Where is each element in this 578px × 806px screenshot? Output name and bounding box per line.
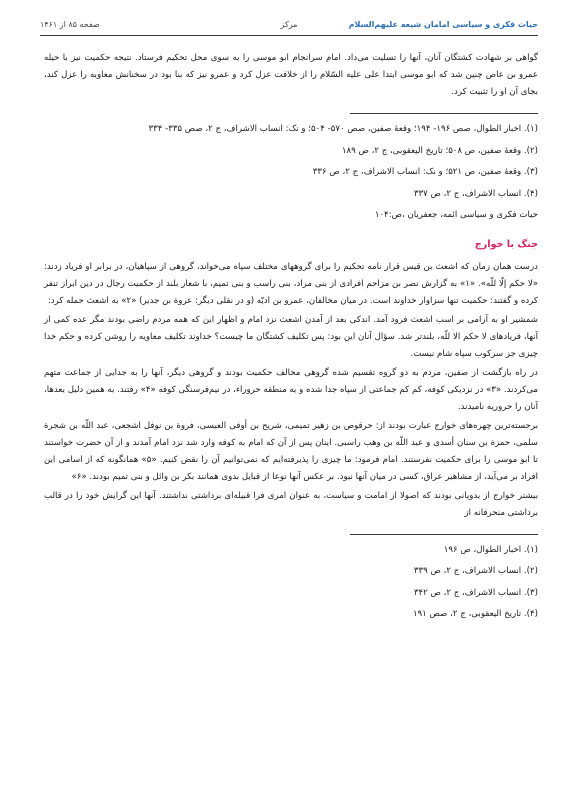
footnote-divider — [350, 534, 538, 535]
paragraph: بیشتر خوارج از بدویانی بودند که اصولا از امامت و سیاست، به عنوان امری فرا قبیله‌ای برداشتی نداشتند. آنها این گرایش خود را در قالب برداشتی منحرفانه از — [44, 490, 538, 518]
section-heading: جنگ با خوارج — [474, 238, 538, 250]
footnote-divider — [350, 113, 538, 114]
paragraph: شمشیر او به آرامی بر اسب اشعث فرود آمد. اندکی بعد از آمدن اشعث نزد امام و اظهار این که همه مردم راضی بودند مگر عده کمی از آنها، فریادهای لا حکم الا للّه، بلندتر شد. سؤال آنان این بود: پس تکلیف کشتگان ما چیست؟ خداوند تکلیف معاویه را روشن کرده و حکم خدا چیزی جز سرکوب سپاه شام نیست. — [44, 314, 538, 359]
footnote: (۱). اخبار الطوال، ص ۱۹۶ — [443, 544, 538, 555]
paragraph: درست همان زمان که اشعث بن قیس قرار نامه تحکیم را برای گروههای مختلف سپاه می‌خواند، گروهی از سپاهیان، در برابر او فریاد زدند: «لا حکم إلّا للّه». «۱» به گزارش نصر بن مزاحم افرادی از بنی مراد، بنی راسب و بنی تمیم، با شعار بلند از حکمیت رجال در دین ابراز تنفر کرده و گفتند: حکمیت تنها سزاوار خداوند است. در میان مخالفان، عمرو بن ادیّه (و در نقلی دیگر: عروة بن جدیر) «۲» به اشعث حمله کرد: — [44, 261, 538, 306]
paragraph: در راه بازگشت از صفین، مردم به دو گروه تقسیم شده گروهی مخالف حکمیت بودند و گروهی دیگر، آنها را به جدایی از جماعت متهم می‌کردند. «۳» در نزدیکی کوفه، کم کم جماعتی از سپاه جدا شده و به منطقه حروراء، در نیم‌فرسنگی کوفه «۴» رفتند. به همین دلیل بعدها، آنان را حروریه نامیدند. — [44, 367, 538, 412]
footnote: (۲). انساب الاشراف، ج ۲، ص ۳۳۹ — [413, 566, 538, 576]
footnotes-block-2 — [44, 540, 538, 626]
book-title: حیات فکری و سیاسی امامان شیعه علیهم‌السلام — [348, 20, 538, 29]
header-center-label: مرکز — [280, 20, 298, 29]
paragraph-top: گواهی بر شهادت کشتگان آنان، آنها را تسلیت می‌داد. امام سرانجام ابو موسی را به سوی محل تحکیم فرستاد. نتیجه حکمیت نیز با حیله عمرو بن عاص چنین شد که ابو موسی ابتدا علی علیه السّلام را از خلافت عزل کرد و عمرو نیز که بنا بود در سخنانش معاویه را عزل کند، بجای آن او را تثبیت کرد. — [44, 53, 538, 97]
footnotes-block-1 — [44, 119, 538, 227]
footnote: (۲). وقعهٔ صفین، ص ۵۰۸؛ تاریخ الیعقوبی، ج ۲، ص ۱۸۹ — [341, 145, 538, 156]
footnote: (۳). انساب الاشراف، ج ۲، ص ۳۴۲ — [413, 587, 538, 598]
footnote: (۴). تاریخ الیعقوبی، ج ۲، صص ۱۹۱ — [412, 609, 538, 619]
page-body — [44, 50, 538, 626]
source-reference: حیات فکری و سیاسی ائمه، جعفریان ،ص:۱۰۴ — [374, 210, 538, 220]
page-number: صفحه ۸۵ از ۱۴۶۱ — [40, 20, 100, 29]
header-divider — [40, 35, 538, 36]
paragraph: برجسته‌ترین چهره‌های خوارج عبارت بودند از: حرقوص بن زهیر تمیمی، شریح بن أوفی العبسی، فروة بن نوفل اشجعی، عبد اللّه بن شجرة سلمی، حمزة بن سنان أسدی و عبد اللّه بن وهب راسبی. اینان پس از آن که امام به کوفه وارد شد نزد امام آمدند و از آن حضرت خواستند تا ابو موسی را برای حکمیت نفرستند. امام فرمود: ما چیزی را پذیرفته‌ایم که نمی‌توانیم آن را نقض کنیم. «۵» همانگونه که از اسامی این افراد بر می‌آید، از مشاهیر عراق، کسی در میان آنها نبود. بر عکس آنها نوعا از قبایل بدوی همانند بکر بن وائل و بنی تمیم بودند. «۶» — [44, 420, 538, 482]
footnote: (۱). اخبار الطوال، صص ۱۹۶- ۱۹۴؛ وقعهٔ صفین، صص ۵۷۰- ۵۰۴؛ و نک: انساب الاشراف، ج ۲، صص ۳۳۵- ۳۳۴ — [148, 124, 538, 134]
footnote: (۳). وقعهٔ صفین، ص ۵۲۱؛ و نک: انساب الاشراف، ج ۲، ص ۳۳۶ — [312, 167, 538, 177]
page-header — [40, 18, 538, 32]
footnote: (۴). انساب الاشراف، ج ۲، ص ۳۳۷ — [413, 188, 538, 199]
